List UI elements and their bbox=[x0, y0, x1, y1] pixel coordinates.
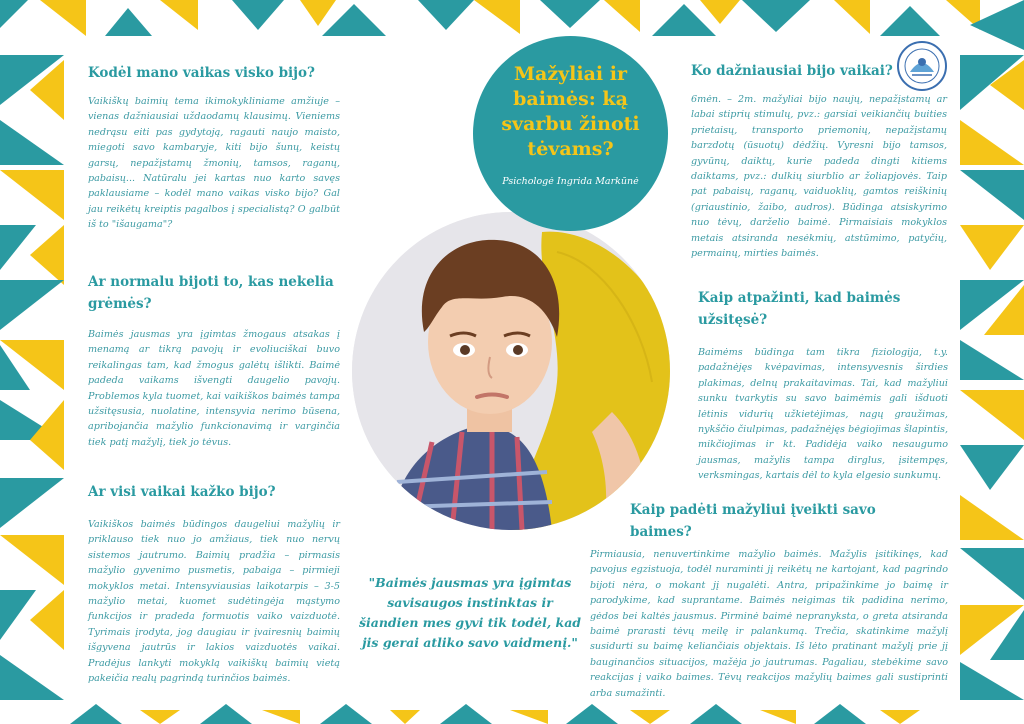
section-normalu bbox=[88, 271, 340, 450]
section-heading: Ar normalu bijoti to, kas nekelia grėmės? bbox=[88, 274, 334, 312]
section-kodel bbox=[88, 62, 340, 233]
section-body: Baimėms būdinga tam tikra fiziologija, t.y. padažnėjęs kvėpavimas, intensyvesnis širdies plakimas, delnų prakaitavimas. Tai, kad mažyliui sunku tvarkytis su savo baimėmis gali išduoti lėtinis vidurių užkietėjimas, nagų graužimas, nykščio čiulpimas, padažnėjęs bėgiojimas šlapintis, mikčiojimas ir kt. Padidėja vaiko nesaugumo jausmas, mažylis tampa dirglus, įsitempęs, verksmingas, kartais dėl to kyla elgesio sunkumų. bbox=[698, 347, 948, 482]
section-heading: Ko dažniausiai bijo vaikai? bbox=[691, 63, 893, 79]
section-padeti bbox=[590, 499, 948, 701]
top-border-triangles bbox=[0, 0, 980, 36]
kindergarten-logo-icon bbox=[896, 40, 948, 92]
section-heading: Kodėl mano vaikas visko bijo? bbox=[88, 65, 315, 81]
section-body: 6mėn. – 2m. mažyliai bijo naujų, nepažįstamų ar labai stiprių stimulų, pvz.: garsiai veikiančių buities prietaisų, transporto priemonių, nepažįstamų barzdotų (ūsuotų) dėdžių. Vyresni bijo tamsos, gyvūnų, daiktų, kurie padeda dingti kitiems daiktams, pvz.: dulkių siurblio ar žoliapjovės. Taip pat pabaisų, raganų, vaiduoklių, gamtos reiškinių (griaustinio, žaibo, audros). Būdinga atsiskyrimo nuo tėvų, darželio baimė. Pirmaisiais mokyklos metais atsiranda nesėkmių, atstūmimo, patyčių, permainų, mirties baimės. bbox=[691, 94, 947, 260]
title-circle bbox=[473, 36, 668, 231]
section-visi bbox=[88, 481, 340, 686]
highlight-quote: "Baimės jausmas yra įgimtas savisaugos instinktas ir šiandien mes gyvi tik todėl, kad jis gerai atliko savo vaidmenį." bbox=[358, 575, 582, 650]
child-hugging-sweater-illustration bbox=[352, 212, 670, 530]
section-heading: Kaip padėti mažyliui įveikti savo baimes? bbox=[630, 502, 876, 540]
author-name: Psichologė Ingrida Markūnė bbox=[502, 176, 639, 187]
child-photo bbox=[352, 212, 670, 530]
section-atpazinti bbox=[698, 287, 948, 484]
section-body: Pirmiausia, nenuvertinkime mažylio baimės. Mažylis įsitikinęs, kad pavojus egzistuoja, todėl nuraminti jį reikėtų ne kartojant, kad pagrindo bijoti nėra, o mokant jį nugalėti. Antra, pripažinkime jo baimę ir parodykime, kad suprantame. Baimės neigimas tik padidina nerimo, gėdos bei kaltės jausmus. Pirminė baimė nepranyksta, o greta atsiranda baimė prarasti tėvų meilę ir palankumą. Trečia, skatinkime mažylį susidurti su baimę keliančiais objektais. Iš lėto pratinant mažylį prie jį bauginančios situacijos, mažėja jo jautrumas. Pagaliau, stebėkime savo reakcijas į vaiko baimes. Tėvų reakcijos mažylių baimes gali sustiprinti arba sumažinti. bbox=[590, 549, 948, 699]
page-title: Mažyliai ir baimės: ką svarbu žinoti tėvams? bbox=[501, 63, 640, 160]
section-body: Baimės jausmas yra įgimtas žmogaus atsakas į menamą ar tikrą pavojų ir evoliuciškai buvo reikalingas tam, kad žmogus galėtų išlikti. Baimė padeda vaikams išvengti daugelio pavojų. Problemos kyla tuomet, kai vaikiškos baimės tampa užsitęsusia, nuolatine, intensyvia nerimo būsena, apribojančia mažylio funkcionavimą ir varginčia tiek patį mažylį, tiek jo tėvus. bbox=[88, 329, 340, 448]
section-body: Vaikiškos baimės būdingos daugeliui mažylių ir priklauso tiek nuo jo amžiaus, tiek nuo nervų sistemos jautrumo. Baimių pradžia – pirmasis mažylio gyvenimo pusmetis, pabaiga – pirmieji mokyklos metai. Intensyviausias laikotarpis – 3-5 mažylio metai, kuomet sudėtingėja mąstymo funkcijos ir pradeda formuotis vaiko vaizduotė. Tyrimais įrodyta, jog daugiau ir įvairesnių baimių išgyvena jautrūs ir lakios vaizduotės vaikai. Pradėjus lankyti mokyklą vaikiškų baimių vietą pakeičia realų pagrindą turinčios baimės. bbox=[88, 519, 340, 685]
section-body: Vaikiškų baimių tema ikimokykliniame amžiuje – vienas dažniausiai uždaodamų klausimų. Vieniems nedrąsu eiti pas gydytoją, ragauti naujo maisto, miegoti savo kambaryje, kiti bijo šunų, keistų garsų, nepažįstamų žmonių, tamsos, raganų, pabaisų... Natūralu jei kartas nuo karto savęs paklausiame – kodėl mano vaikas visko bijo? Gal jau reikėtų kreiptis pagalbos į specialistą? O galbūt iš to "išaugama"? bbox=[88, 96, 340, 231]
section-heading: Ar visi vaikai kažko bijo? bbox=[88, 484, 276, 500]
left-border-triangles bbox=[0, 55, 64, 700]
section-heading: Kaip atpažinti, kad baimės užsitęsė? bbox=[698, 290, 901, 328]
right-border-triangles bbox=[960, 0, 1024, 700]
bottom-border-triangles bbox=[70, 704, 920, 724]
